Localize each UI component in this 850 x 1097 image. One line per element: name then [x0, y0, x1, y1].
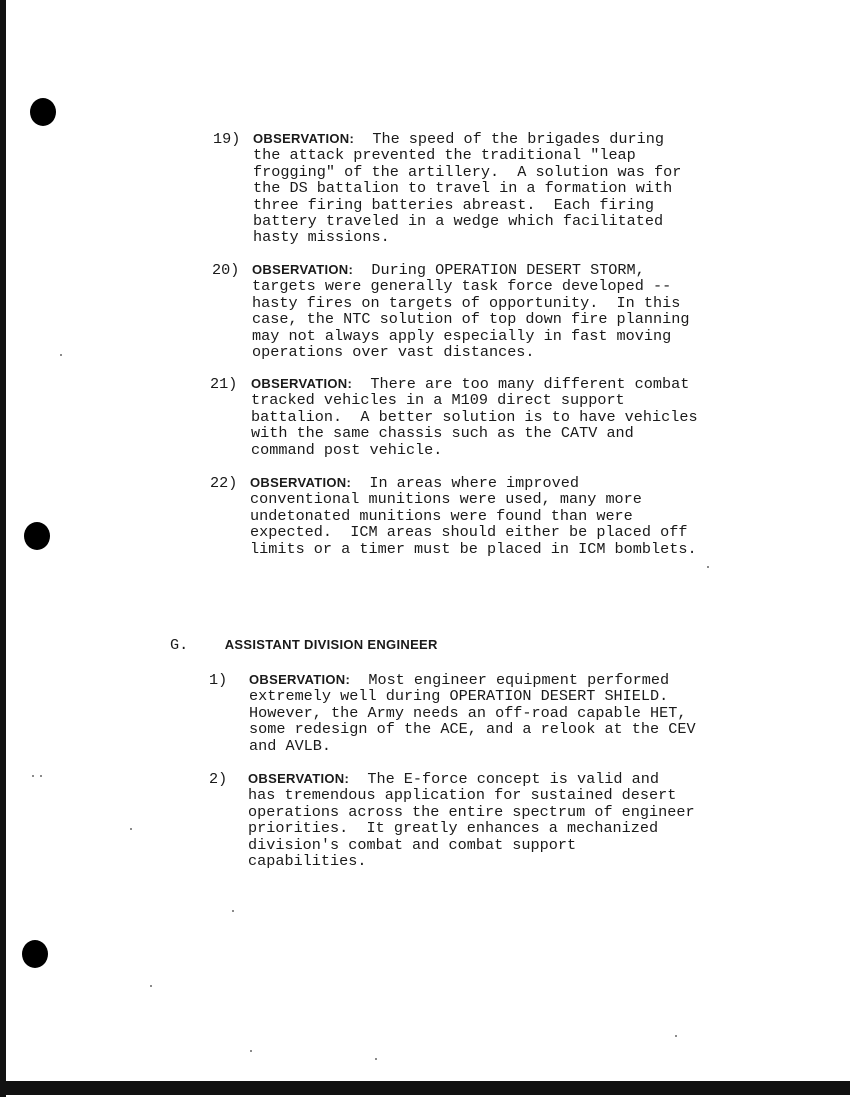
observation-label: OBSERVATION:: [252, 262, 354, 277]
observation-item-engineer-1: [209, 672, 749, 762]
item-number: 20): [212, 261, 240, 279]
observation-item-22: [210, 475, 750, 565]
page-left-edge-bar: [0, 0, 6, 1097]
item-number: 22): [210, 474, 238, 492]
scan-speck: [232, 910, 234, 912]
text-line: command post vehicle.: [251, 440, 443, 459]
text-line: the attack prevented the traditional "leap: [253, 146, 636, 165]
text-line: may not always apply especially in fast moving: [252, 326, 672, 345]
text-line: division's combat and combat support: [248, 835, 577, 854]
scan-speck: [707, 566, 709, 568]
scan-speck: [150, 985, 152, 987]
text-line: battalion. A better solution is to have vehicles: [251, 407, 698, 426]
observation-item-21: [210, 376, 750, 466]
text-line: three firing batteries abreast. Each firing: [253, 195, 655, 214]
observation-label: OBSERVATION:: [249, 672, 351, 687]
text-line: case, the NTC solution of top down fire planning: [252, 310, 690, 329]
text-line: Most engineer equipment performed: [368, 671, 670, 689]
item-number: 21): [210, 375, 238, 393]
text-line: and AVLB.: [249, 736, 332, 755]
scan-speck: [675, 1035, 677, 1037]
item-number: 1): [209, 671, 228, 689]
scan-speck: [60, 354, 62, 356]
text-line: extremely well during OPERATION DESERT SHIELD.: [249, 687, 669, 706]
item-number: 2): [209, 770, 228, 788]
punch-hole: [22, 940, 48, 968]
page-bottom-edge-bar: [0, 1081, 850, 1095]
text-line: frogging" of the artillery. A solution was for: [253, 162, 682, 181]
item-number: 19): [213, 130, 241, 148]
text-line: conventional munitions were used, many more: [250, 490, 642, 509]
observation-label: OBSERVATION:: [251, 376, 353, 391]
scan-speck: [375, 1058, 377, 1060]
text-line: There are too many different combat: [370, 375, 690, 393]
text-line: expected. ICM areas should either be placed off: [250, 523, 688, 542]
text-line: tracked vehicles in a M109 direct support: [251, 391, 625, 410]
text-line: some redesign of the ACE, and a relook at the CEV: [249, 720, 696, 739]
punch-hole: [30, 98, 56, 126]
text-line: battery traveled in a wedge which facilitated: [253, 212, 664, 231]
scan-speck: [32, 775, 34, 777]
observation-item-19: [213, 131, 753, 251]
observation-label: OBSERVATION:: [248, 771, 350, 786]
text-line: During OPERATION DESERT STORM,: [371, 261, 645, 279]
text-line: operations across the entire spectrum of engineer: [248, 802, 695, 821]
text-line: In areas where improved: [369, 474, 579, 492]
text-line: However, the Army needs an off-road capable HET,: [249, 703, 687, 722]
section-title: ASSISTANT DIVISION ENGINEER: [224, 637, 438, 652]
text-line: limits or a timer must be placed in ICM bomblets.: [250, 539, 697, 558]
text-line: operations over vast distances.: [252, 343, 535, 362]
scan-speck: [130, 828, 132, 830]
text-line: targets were generally task force developed --: [252, 277, 672, 296]
text-line: the DS battalion to travel in a formation with: [253, 179, 673, 198]
text-line: priorities. It greatly enhances a mechanized: [248, 819, 659, 838]
observation-item-20: [212, 262, 752, 367]
observation-label: OBSERVATION:: [253, 131, 355, 146]
scan-speck: [250, 1050, 252, 1052]
scan-speck: [40, 775, 42, 777]
observation-label: OBSERVATION:: [250, 475, 352, 490]
text-line: has tremendous application for sustained desert: [248, 786, 677, 805]
text-line: hasty fires on targets of opportunity. In this: [252, 293, 681, 312]
text-line: The E-force concept is valid and: [367, 770, 659, 788]
text-line: capabilities.: [248, 852, 367, 871]
punch-hole: [24, 522, 50, 550]
observation-item-engineer-2: [209, 771, 749, 876]
text-line: hasty missions.: [253, 228, 390, 247]
text-line: undetonated munitions were found than were: [250, 506, 633, 525]
text-line: with the same chassis such as the CATV and: [251, 424, 634, 443]
text-line: The speed of the brigades during: [372, 130, 664, 148]
section-heading: [170, 637, 438, 653]
section-letter: G.: [170, 636, 189, 654]
